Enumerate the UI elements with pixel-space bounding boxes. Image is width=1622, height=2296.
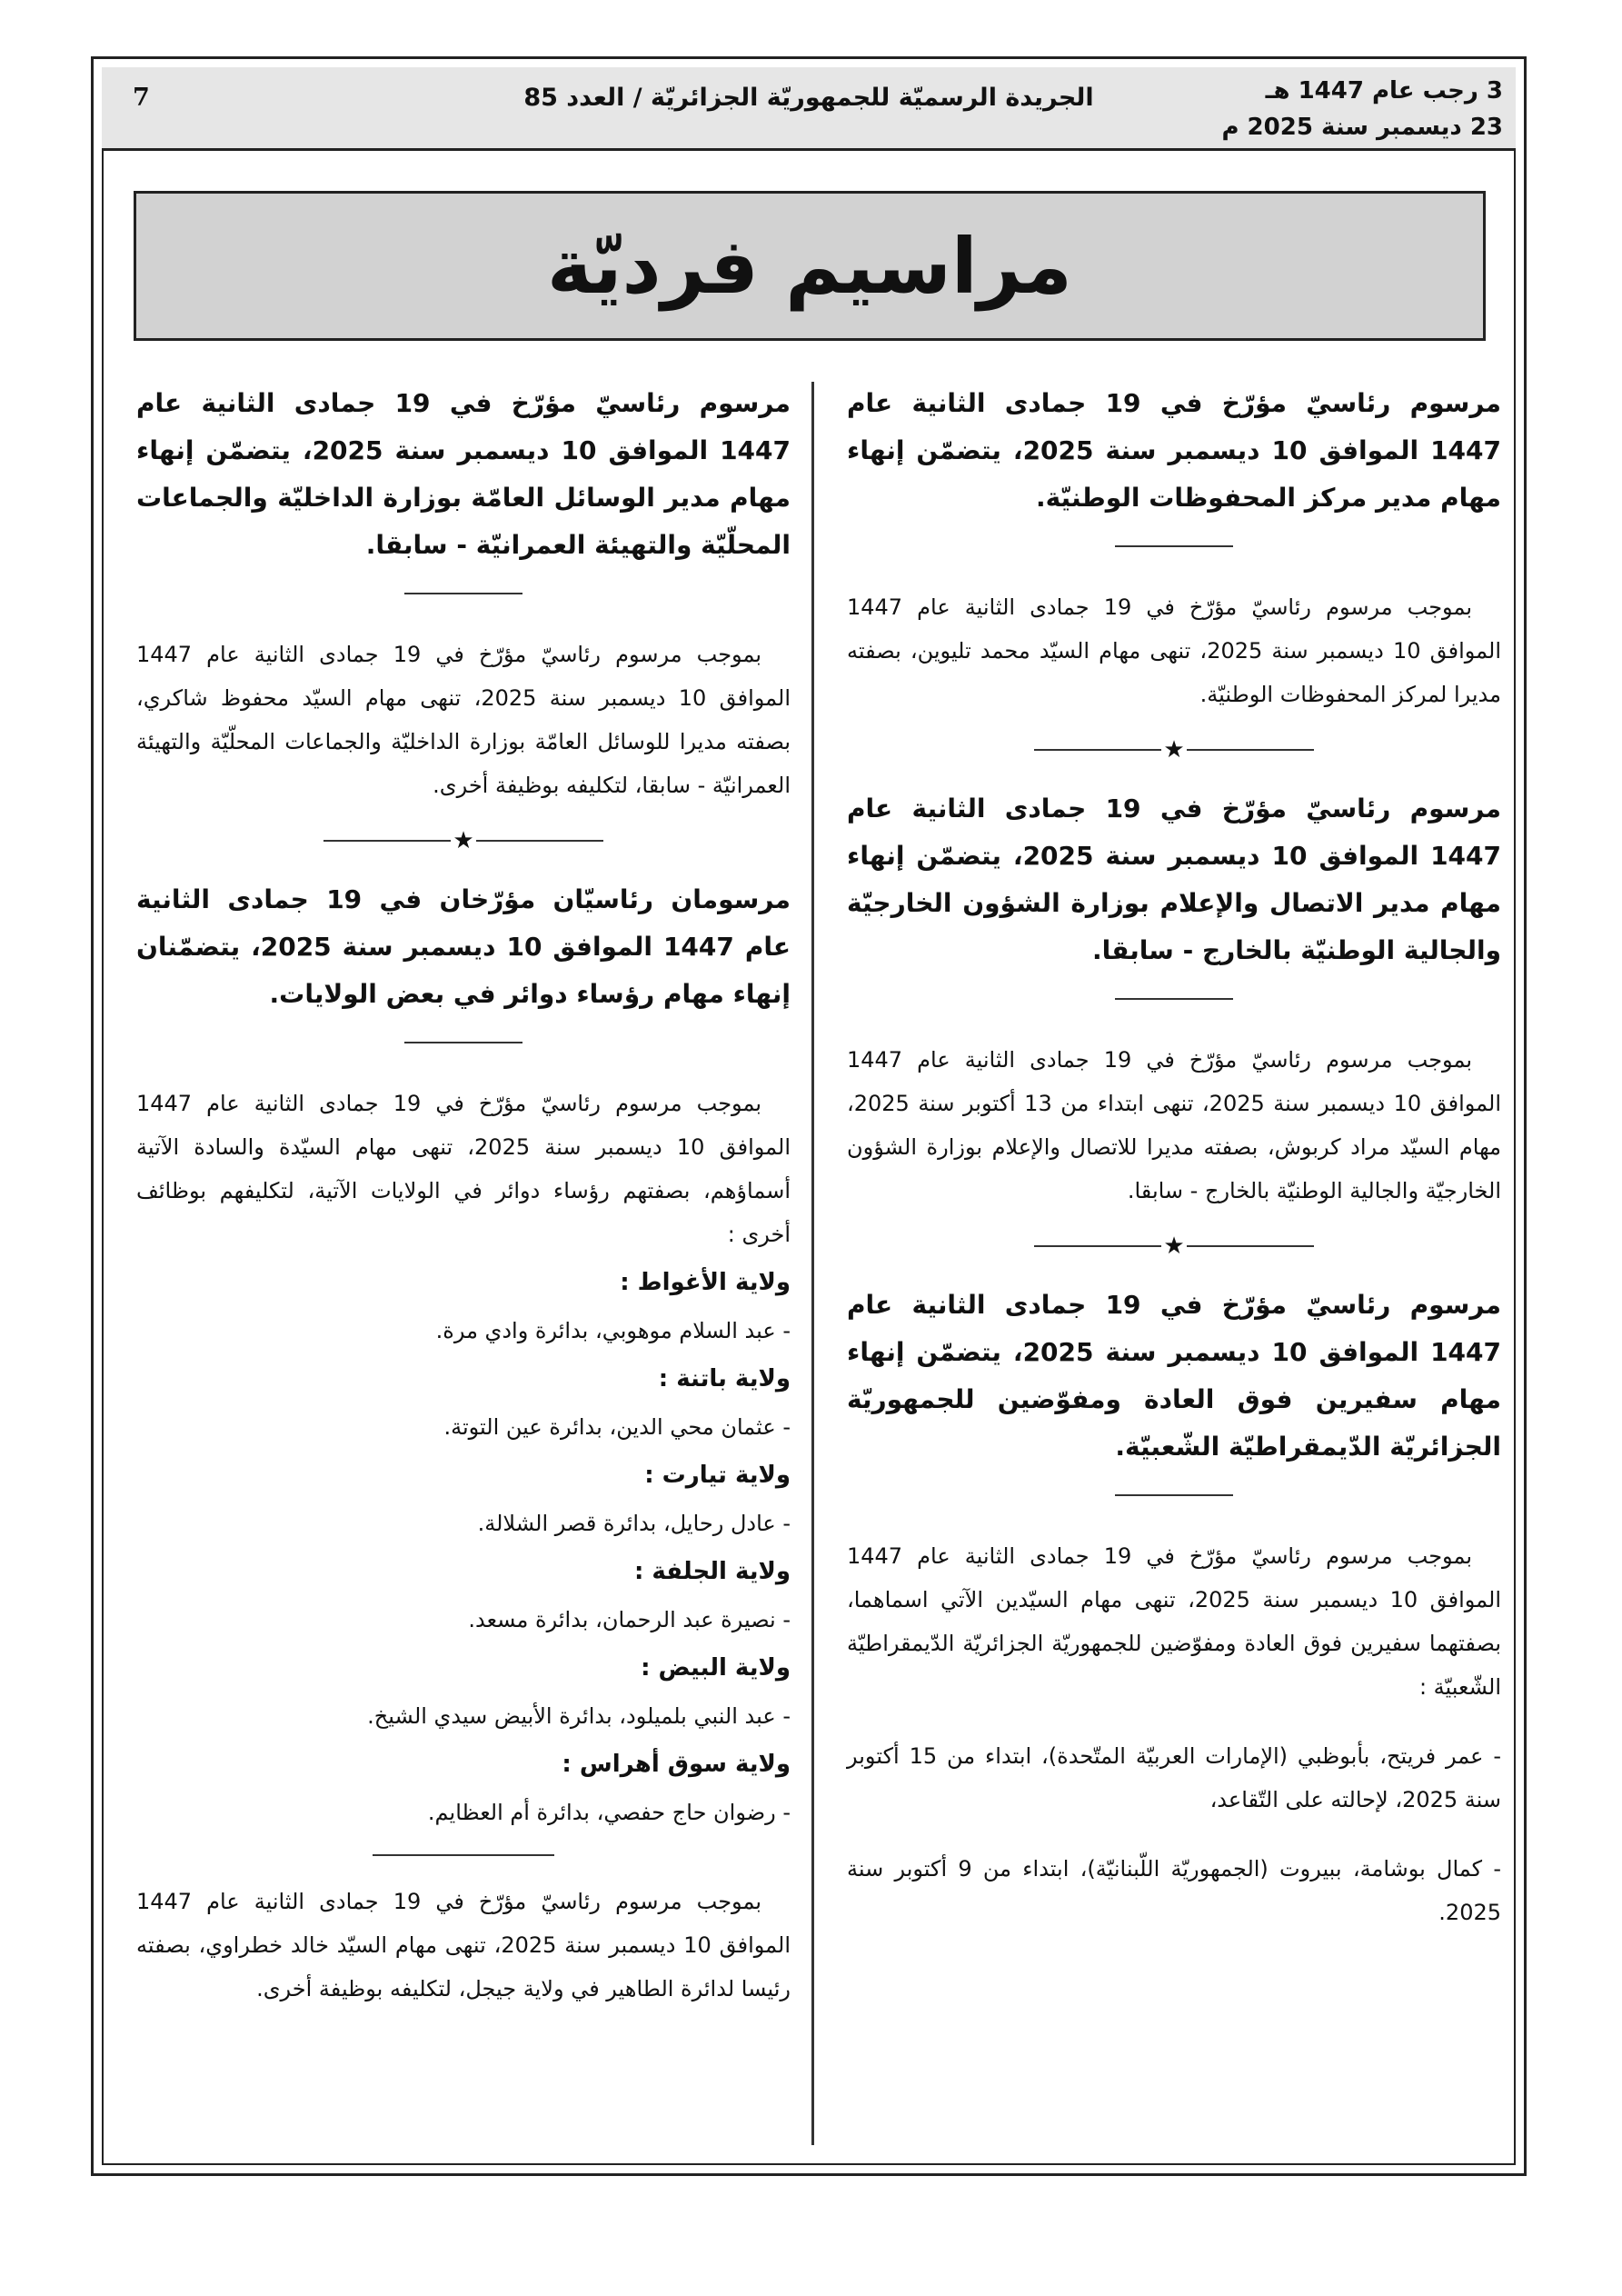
decree-body: بموجب مرسوم رئاسيّ مؤرّخ في 19 جمادى الثانية عام 1447 الموافق 10 ديسمبر سنة 2025، تنهى مهام السيّدة والسادة الآتية أسماؤهم، بصفتهم رؤساء دوائر في الولايات الآتية، لتكليفهم بوظائف أخرى : <box>136 1091 791 1247</box>
gazette-title: الجريدة الرسميّة للجمهوريّة الجزائريّة / العدد 85 <box>523 84 1094 112</box>
daira-chief-item: - عادل رحايل، بدائرة قصر الشلالة. <box>477 1511 791 1536</box>
wilaya-heading: ولاية تيارت : <box>644 1462 791 1489</box>
daira-chief-item: - رضوان حاج حفصي، بدائرة أم العظايم. <box>427 1800 791 1825</box>
gazette-header <box>102 67 1516 151</box>
column-divider <box>811 382 814 2145</box>
decree-body: بموجب مرسوم رئاسيّ مؤرّخ في 19 جمادى الثانية عام 1447 الموافق 10 ديسمبر سنة 2025، تنهى مهام السيّد محفوظ شاكري، بصفته مديرا للوسائل العامّة بوزارة الداخليّة والجماعات المحلّيّة والتهيئة العمرانيّة - سابقا، لتكليفه بوظيفة أخرى. <box>136 642 791 798</box>
decree-body: بموجب مرسوم رئاسيّ مؤرّخ في 19 جمادى الثانية عام 1447 الموافق 10 ديسمبر سنة 2025، تنهى مهام السيّدين الآتي اسماهما، بصفتهما سفيرين فوق العادة ومفوّضين للجمهوريّة الجزائريّة الدّيمقراطيّة الشّعبيّة : <box>847 1543 1501 1700</box>
left-column <box>136 380 791 2011</box>
ambassador-item: - كمال بوشامة، ببيروت (الجمهوريّة اللّبنانيّة)، ابتداء من 9 أكتوبر سنة 2025. <box>847 1856 1501 1925</box>
star-separator <box>847 738 1501 762</box>
section-title: مراسيم فرديّة <box>547 221 1072 311</box>
short-rule <box>404 593 522 594</box>
short-rule <box>373 1854 554 1856</box>
wilaya-heading: ولاية الجلفة : <box>633 1558 791 1585</box>
decree-heading: مرسوم رئاسيّ مؤرّخ في 19 جمادى الثانية عام 1447 الموافق 10 ديسمبر سنة 2025، يتضمّن إنهاء مهام مدير الوسائل العامّة بوزارة الداخليّة والجماعات المحلّيّة والتهيئة العمرانيّة - سابقا. <box>136 388 791 560</box>
decree-heading: مرسومان رئاسيّان مؤرّخان في 19 جمادى الثانية عام 1447 الموافق 10 ديسمبر سنة 2025، يتضمّنان إنهاء مهام رؤساء دوائر في بعض الولايات. <box>136 884 791 1009</box>
short-rule <box>1115 1494 1233 1496</box>
wilaya-heading: ولاية الأغواط : <box>620 1269 791 1296</box>
short-rule <box>404 1042 522 1043</box>
daira-chief-item: - عبد السلام موهوبي، بدائرة وادي مرة. <box>435 1318 791 1343</box>
gregorian-date: 23 ديسمبر سنة 2025 م <box>1221 114 1503 141</box>
star-icon: ★ <box>1163 1233 1185 1260</box>
decree-body: بموجب مرسوم رئاسيّ مؤرّخ في 19 جمادى الثانية عام 1447 الموافق 10 ديسمبر سنة 2025، تنهى ابتداء من 13 أكتوبر سنة 2025، مهام السيّد مراد كربوش، بصفته مديرا للاتصال والإعلام بوزارة الشؤون الخارجيّة والجالية الوطنيّة بالخارج - سابقا. <box>847 1047 1502 1203</box>
hijri-date: 3 رجب عام 1447 هـ <box>1265 77 1503 105</box>
right-column <box>847 380 1501 1934</box>
wilaya-heading: ولاية البيض : <box>641 1654 791 1682</box>
decree-heading: مرسوم رئاسيّ مؤرّخ في 19 جمادى الثانية عام 1447 الموافق 10 ديسمبر سنة 2025، يتضمّن إنهاء مهام مدير الاتصال والإعلام بوزارة الشؤون الخارجيّة والجالية الوطنيّة بالخارج - سابقا. <box>847 794 1502 965</box>
page-number: 7 <box>133 84 150 112</box>
decree-body: بموجب مرسوم رئاسيّ مؤرّخ في 19 جمادى الثانية عام 1447 الموافق 10 ديسمبر سنة 2025، تنهى مهام السيّد محمد تليوين، بصفته مديرا لمركز المحفوظات الوطنيّة. <box>847 594 1501 707</box>
daira-chief-item: - عبد النبي بلميلود، بدائرة الأبيض سيدي الشيخ. <box>367 1703 791 1729</box>
short-rule <box>1115 998 1233 1000</box>
star-separator <box>136 829 791 853</box>
issue-date <box>1221 73 1503 145</box>
star-icon: ★ <box>1163 736 1185 764</box>
wilaya-heading: ولاية سوق أهراس : <box>562 1751 791 1778</box>
wilaya-heading: ولاية باتنة : <box>658 1365 791 1393</box>
short-rule <box>1115 545 1233 547</box>
daira-chief-item: - نصيرة عبد الرحمان، بدائرة مسعد. <box>468 1607 791 1632</box>
section-banner <box>134 191 1486 341</box>
decree-heading: مرسوم رئاسيّ مؤرّخ في 19 جمادى الثانية عام 1447 الموافق 10 ديسمبر سنة 2025، يتضمّن إنهاء مهام مدير مركز المحفوظات الوطنيّة. <box>847 388 1502 513</box>
decree-body: بموجب مرسوم رئاسيّ مؤرّخ في 19 جمادى الثانية عام 1447 الموافق 10 ديسمبر سنة 2025، تنهى مهام السيّد خالد خطراوي، بصفته رئيسا لدائرة الطاهير في ولاية جيجل، لتكليفه بوظيفة أخرى. <box>136 1889 791 2002</box>
daira-chief-item: - عثمان محي الدين، بدائرة عين التوتة. <box>443 1414 791 1440</box>
decree-heading: مرسوم رئاسيّ مؤرّخ في 19 جمادى الثانية عام 1447 الموافق 10 ديسمبر سنة 2025، يتضمّن إنهاء مهام سفيرين فوق العادة ومفوّضين للجمهوريّة الجزائريّة الدّيمقراطيّة الشّعبيّة. <box>847 1290 1502 1462</box>
star-separator <box>847 1234 1501 1258</box>
star-icon: ★ <box>453 827 474 854</box>
ambassador-item: - عمر فريتح، بأبوظبي (الإمارات العربيّة المتّحدة)، ابتداء من 15 أكتوبر سنة 2025، لإحالته على التّقاعد، <box>847 1743 1502 1812</box>
